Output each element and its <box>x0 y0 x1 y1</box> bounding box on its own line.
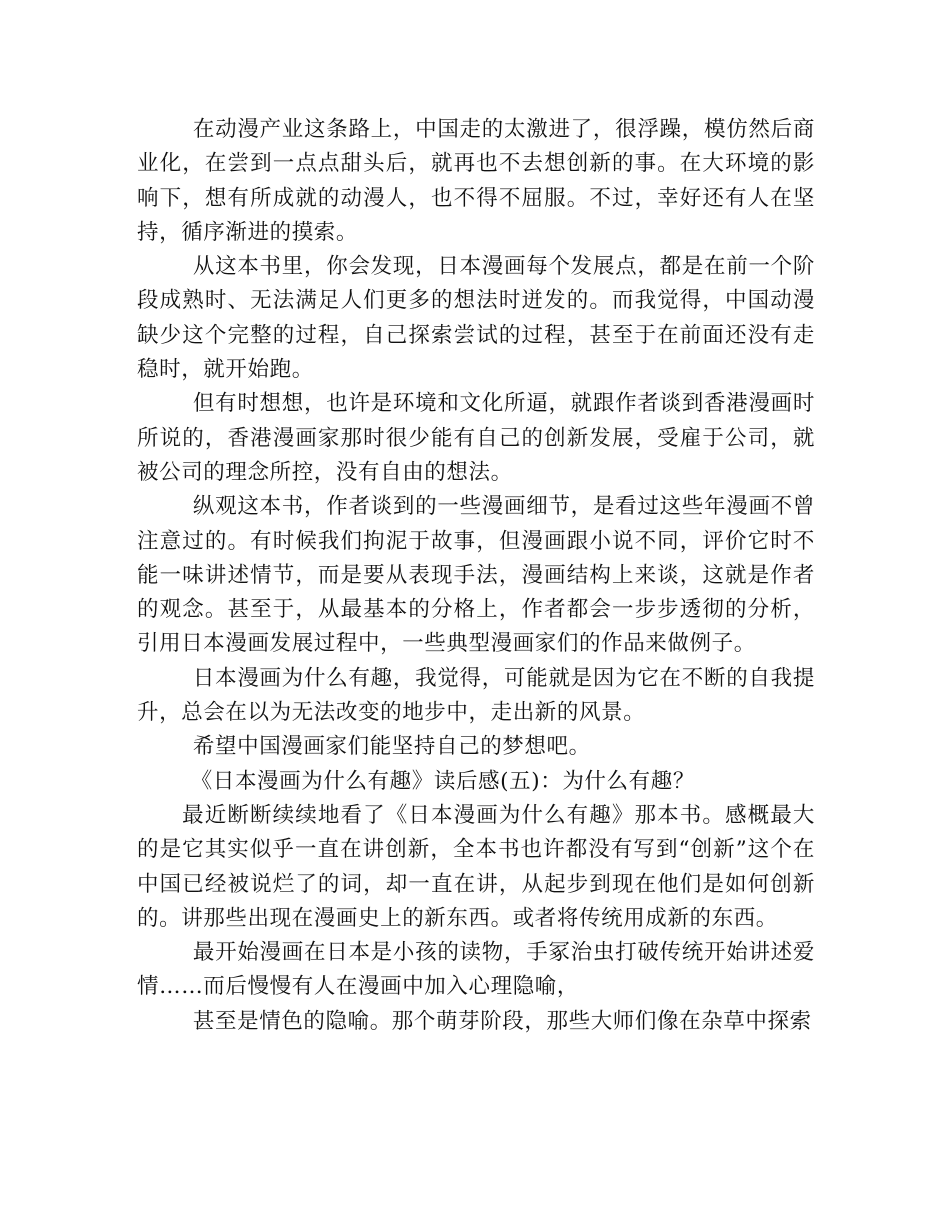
paragraph: 最开始漫画在日本是小孩的读物，手冢治虫打破传统开始讲述爱情……而后慢慢有人在漫画中加入心理隐喻， <box>137 940 815 1000</box>
paragraph: 甚至是情色的隐喻。那个萌芽阶段，那些大师们像在杂草中探索 <box>192 1008 812 1034</box>
paragraph: 从这本书里，你会发现，日本漫画每个发展点，都是在前一个阶段成熟时、无法满足人们更多的想法时迸发的。而我觉得，中国动漫缺少这个完整的过程，自己探索尝试的过程，甚至于在前面还没有走稳时，就开始跑。 <box>137 254 815 383</box>
paragraph: 日本漫画为什么有趣，我觉得，可能就是因为它在不断的自我提升，总会在以为无法改变的地步中，走出新的风景。 <box>137 665 815 726</box>
section-heading: 《日本漫画为什么有趣》读后感(五)：为什么有趣？ <box>190 768 695 794</box>
document-body <box>137 113 815 1039</box>
paragraph: 最近断断续续地看了《日本漫画为什么有趣》那本书。感概最大的是它其实似乎一直在讲创新，全本书也许都没有写到“创新”这个在中国已经被说烂了的词，却一直在讲，从起步到现在他们是如何创新的。讲那些出现在漫画史上的新东西。或者将传统用成新的东西。 <box>137 802 815 931</box>
paragraph: 在动漫产业这条路上，中国走的太激进了，很浮躁，模仿然后商业化，在尝到一点点甜头后，就再也不去想创新的事。在大环境的影响下，想有所成就的动漫人，也不得不屈服。不过，幸好还有人在坚持，循序渐进的摸索。 <box>137 117 815 245</box>
paragraph: 纵观这本书，作者谈到的一些漫画细节，是看过这些年漫画不曾注意过的。有时候我们拘泥于故事，但漫画跟小说不同，评价它时不能一味讲述情节，而是要从表现手法，漫画结构上来谈，这就是作者的观念。甚至于，从最基本的分格上，作者都会一步步透彻的分析，引用日本漫画发展过程中，一些典型漫画家们的作品来做例子。 <box>137 494 815 657</box>
paragraph: 但有时想想，也许是环境和文化所逼，就跟作者谈到香港漫画时所说的，香港漫画家那时很少能有自己的创新发展，受雇于公司，就被公司的理念所控，没有自由的想法。 <box>137 391 815 485</box>
paragraph: 希望中国漫画家们能坚持自己的梦想吧。 <box>192 734 591 760</box>
